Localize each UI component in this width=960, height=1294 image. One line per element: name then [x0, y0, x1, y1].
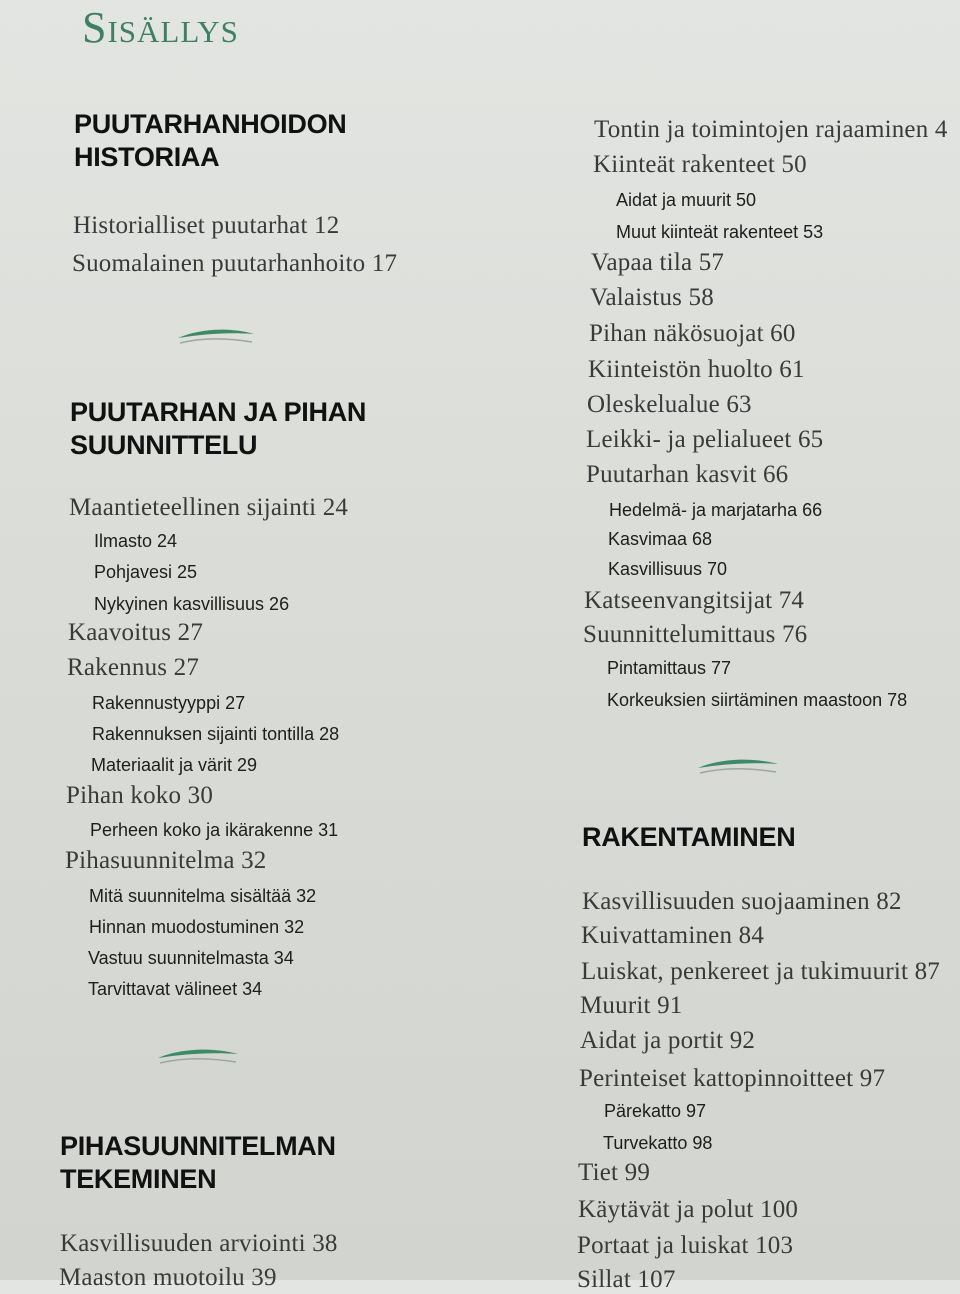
toc-entry[interactable]: Kaavoitus 27 [68, 619, 204, 646]
toc-entry[interactable]: Rakennus 27 [67, 654, 200, 681]
toc-entry[interactable]: Vapaa tila 57 [591, 249, 725, 276]
leaf-swash-ornament-icon [696, 752, 780, 780]
toc-entry[interactable]: Puutarhan kasvit 66 [586, 461, 789, 488]
toc-entry[interactable]: Suunnittelumittaus 76 [583, 621, 808, 648]
toc-subentry[interactable]: Muut kiinteät rakenteet 53 [616, 222, 824, 242]
toc-entry[interactable]: Kasvillisuuden suojaaminen 82 [582, 888, 902, 915]
toc-subentry[interactable]: Tarvittavat välineet 34 [88, 979, 263, 999]
toc-subentry[interactable]: Nykyinen kasvillisuus 26 [94, 594, 290, 614]
leaf-swash-ornament-icon [156, 1042, 240, 1070]
toc-subentry[interactable]: Kasvimaa 68 [608, 529, 713, 549]
toc-entry[interactable]: Oleskelualue 63 [587, 391, 752, 418]
toc-entry[interactable]: Sillat 107 [577, 1266, 676, 1293]
toc-entry[interactable]: Kuivattaminen 84 [581, 922, 765, 949]
section-heading-plan-making [60, 1130, 336, 1196]
toc-entry[interactable]: Perinteiset kattopinnoitteet 97 [579, 1065, 886, 1092]
toc-entry[interactable]: Käytävät ja polut 100 [578, 1196, 799, 1223]
toc-subentry[interactable]: Perheen koko ja ikärakenne 31 [90, 820, 339, 840]
toc-subentry[interactable]: Ilmasto 24 [94, 531, 178, 551]
section-heading-planning [70, 396, 366, 462]
toc-entry[interactable]: Muurit 91 [580, 992, 683, 1019]
toc-entry[interactable]: Leikki- ja pelialueet 65 [586, 426, 824, 453]
toc-entry[interactable]: Historialliset puutarhat 12 [73, 212, 340, 239]
toc-entry[interactable]: Suomalainen puutarhanhoito 17 [72, 250, 398, 277]
toc-entry[interactable]: Aidat ja portit 92 [580, 1027, 756, 1054]
toc-subentry[interactable]: Pintamittaus 77 [607, 658, 732, 678]
toc-entry[interactable]: Valaistus 58 [590, 284, 714, 311]
leaf-swash-ornament-icon [176, 322, 256, 350]
heading-line: SUUNNITTELU [70, 430, 258, 460]
heading-line: PUUTARHAN JA PIHAN [70, 397, 367, 427]
toc-entry[interactable]: Kiinteistön huolto 61 [588, 356, 805, 383]
toc-entry[interactable]: Tiet 99 [578, 1159, 651, 1186]
toc-subentry[interactable]: Rakennuksen sijainti tontilla 28 [92, 724, 340, 744]
toc-subentry[interactable]: Aidat ja muurit 50 [616, 190, 757, 210]
toc-subentry[interactable]: Kasvillisuus 70 [608, 559, 728, 579]
section-heading-history [74, 108, 347, 174]
toc-entry[interactable]: Maantieteellinen sijainti 24 [69, 494, 349, 521]
toc-entry[interactable]: Kiinteät rakenteet 50 [593, 151, 807, 178]
toc-subentry[interactable]: Korkeuksien siirtäminen maastoon 78 [607, 690, 908, 710]
heading-line: PUUTARHANHOIDON [74, 109, 347, 139]
toc-entry[interactable]: Kasvillisuuden arviointi 38 [60, 1230, 338, 1257]
heading-line: TEKEMINEN [60, 1164, 217, 1194]
toc-entry[interactable]: Pihasuunnitelma 32 [65, 847, 267, 874]
toc-entry[interactable]: Katseenvangitsijat 74 [584, 587, 805, 614]
toc-subentry[interactable]: Vastuu suunnitelmasta 34 [88, 948, 294, 968]
toc-entry[interactable]: Maaston muotoilu 39 [59, 1264, 277, 1291]
heading-line: HISTORIAA [74, 142, 220, 172]
toc-entry[interactable]: Luiskat, penkereet ja tukimuurit 87 [581, 958, 940, 985]
toc-subentry[interactable]: Mitä suunnitelma sisältää 32 [89, 886, 317, 906]
toc-subentry[interactable]: Materiaalit ja värit 29 [91, 755, 258, 775]
page-title: Sisällys [82, 3, 239, 52]
toc-entry[interactable]: Portaat ja luiskat 103 [577, 1232, 794, 1259]
toc-entry[interactable]: Tontin ja toimintojen rajaaminen 4 [594, 116, 948, 143]
toc-subentry[interactable]: Hinnan muodostuminen 32 [89, 917, 305, 937]
toc-entry[interactable]: Pihan koko 30 [66, 782, 214, 809]
toc-entry[interactable]: Pihan näkösuojat 60 [589, 320, 796, 347]
heading-line: PIHASUUNNITELMAN [60, 1131, 336, 1161]
section-heading-construction [582, 821, 795, 854]
toc-subentry[interactable]: Hedelmä- ja marjatarha 66 [609, 500, 823, 520]
toc-subentry[interactable]: Pärekatto 97 [604, 1101, 707, 1121]
toc-subentry[interactable]: Turvekatto 98 [603, 1133, 713, 1153]
toc-subentry[interactable]: Pohjavesi 25 [94, 562, 198, 582]
toc-subentry[interactable]: Rakennustyyppi 27 [92, 693, 246, 713]
heading-line: RAKENTAMINEN [582, 822, 796, 852]
